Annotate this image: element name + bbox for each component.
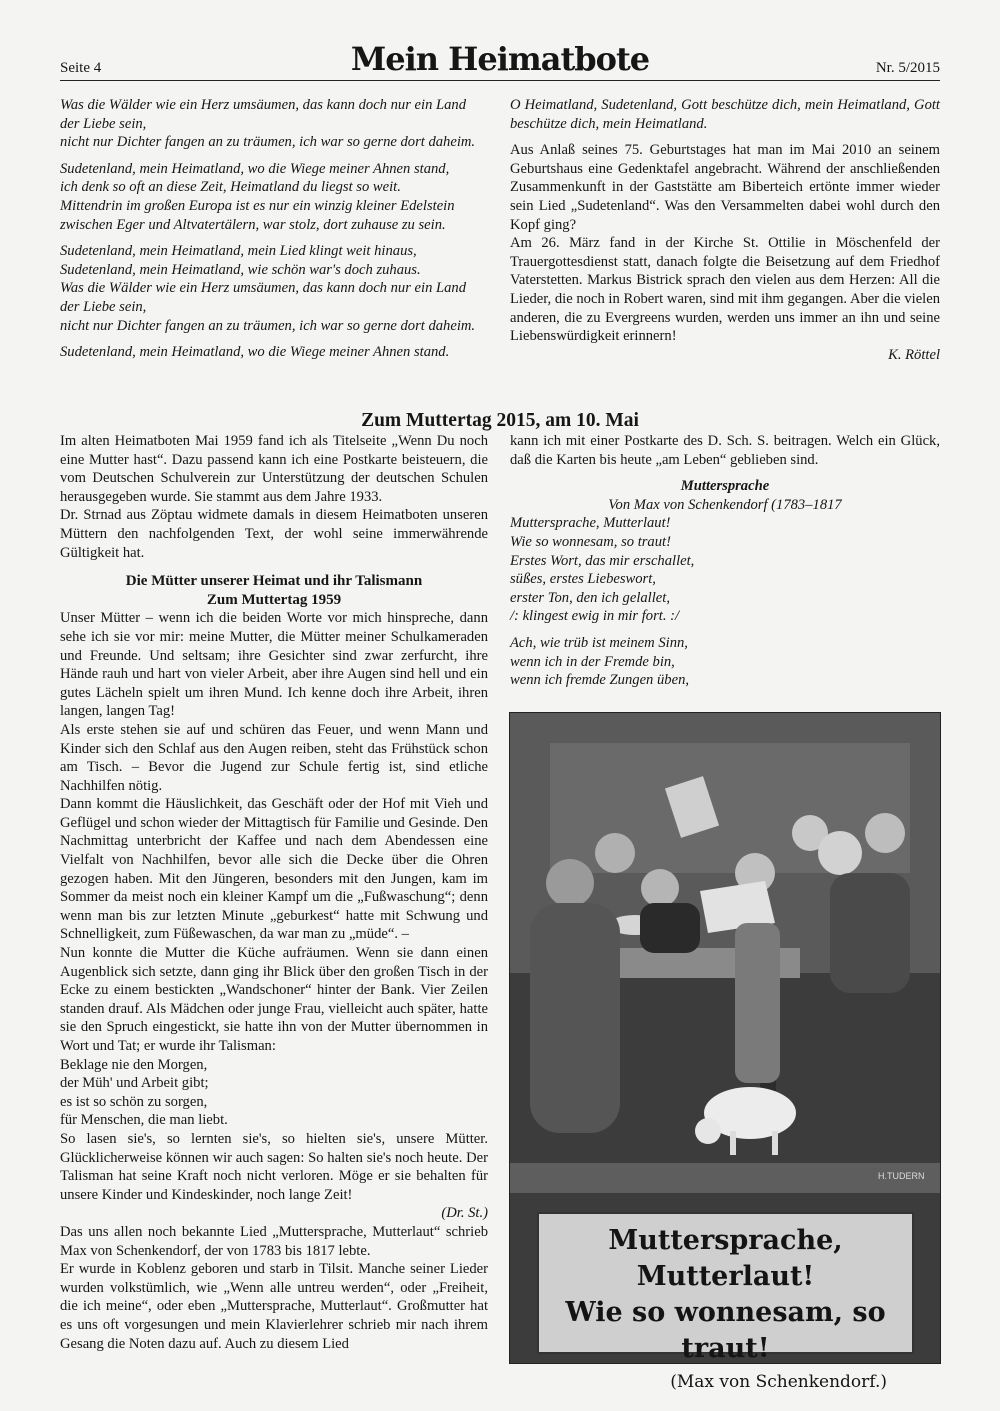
- body-paragraph-4: Nun konnte die Mutter die Küche aufräumen. Wenn sie dann einen Augenblick sich setzte, dann ging ihr Blick über den großen Tisch in der Ecke zu einem bestickten „Wandschoner“ hinter der Bank. Vier Zeilen standen drauf. Als Mädchen oder junge Frau, vielleicht auch später, hatte sie den Spruch eingestickt, sie hatte ihn von der Mutter übernommen in Wort und Tat; er wurde ihr Talisman:: [60, 945, 488, 1054]
- page-number: Seite 4: [60, 60, 102, 76]
- postcard-caption-line-2: Wie so wonnesam, so traut!: [565, 1297, 886, 1364]
- continuation-paragraph: kann ich mit einer Postkarte des D. Sch. S. beitragen. Welch ein Glück, daß die Karten bis heute „am Leben“ geblieben sind.: [510, 433, 940, 468]
- body-paragraph-5: So lasen sie's, so lernten sie's, so hielten sie's, unsere Mütter. Glücklicherweise können wir auch sagen: So halten sie's noch heute. Der Talisman hat seine Kraft noch nicht verloren. Möge er sie behalten für unsere Kinder und Kindeskinder, noch lange Zeit!: [60, 1130, 488, 1203]
- body-paragraph-6: Das uns allen noch bekannte Lied „Muttersprache, Mutterlaut“ schrieb Max von Schenkendorf, der von 1783 bis 1817 lebte.: [60, 1223, 488, 1259]
- verse-stanza-4: Sudetenland, mein Heimatland, wo die Wiege meiner Ahnen stand.: [60, 344, 450, 361]
- issue-number: Nr. 5/2015: [875, 60, 940, 76]
- verse-refrain: O Heimatland, Sudetenland, Gott beschütze dich, mein Heimatland, Gott beschütze dich, mein Heimatland.: [510, 97, 940, 132]
- postcard-illustration: [509, 712, 941, 1392]
- obituary-paragraph-1: Aus Anlaß seines 75. Geburtstages hat man im Mai 2010 an seinem Geburtshaus eine Gedenktafel angebracht. Während der anschließenden Zusammenkunft in der Gaststätte am Biberteich ertönte immer wieder sein Lied „Sudetenland“. Was den Versammelten dabei wohl durch den Kopf ging?: [510, 142, 940, 233]
- article-title: Zum Muttertag 2015, am 10. Mai: [361, 410, 639, 431]
- obituary-text: [510, 96, 940, 364]
- masthead-title: Mein Heimatbote: [350, 40, 650, 78]
- song-verse-left: [60, 96, 488, 370]
- article-left-column: [60, 432, 488, 1353]
- intro-paragraph-1: Im alten Heimatboten Mai 1959 fand ich als Titelseite „Wenn Du noch eine Mutter hast“. Dazu passend kann ich eine Postkarte beisteuern, die vom Deutschen Schulverein zur Unterstützung der deutschen Schulen herausgegeben wurde. Sie stammt aus dem Jahre 1933.: [60, 433, 488, 505]
- poem-author: Von Max von Schenkendorf (1783–1817: [608, 496, 842, 513]
- body-paragraph-2: Als erste stehen sie auf und schüren das Feuer, und wenn Mann und Kinder sich den Schlaf aus den Augen reiben, steht das Frühstück schon am Tisch. – Bevor die Jugend zur Schule fertig ist, sind etliche Nachhilfen nötig.: [60, 721, 488, 794]
- postcard-artist-signature: H.TUDERN: [878, 1171, 925, 1181]
- obituary-paragraph-2: Am 26. März fand in der Kirche St. Ottilie in Möschenfeld der Trauergottesdienst statt, danach folgte die Beisetzung auf dem Friedhof Vaterstetten. Markus Bistrick sprach den vielen aus dem Herzen: All die Lieder, die noch in Robert waren, sind mit ihm gegangen. Aber die vielen anderen, die zu Evergreens wurden, werden uns immer an ihn und seine Liebenswürdigkeit erinnern!: [510, 235, 940, 345]
- postcard-caption: [540, 1223, 911, 1397]
- attribution: (Dr. St.): [441, 1205, 488, 1222]
- postcard-caption-author: (Max von Schenkendorf.): [670, 1372, 887, 1392]
- section-heading: Die Mütter unserer Heimat und ihr Talismann: [125, 573, 423, 590]
- section-subheading: Zum Muttertag 1959: [206, 591, 342, 608]
- body-paragraph-7: Er wurde in Koblenz geboren und starb in Tilsit. Manche seiner Lieder wurden volkstümlich, wie „Wenn alle untreu werden“, oder „Freiheit, die ich meine“, oder eben „Muttersprache, Mutterlaut“. Großmutter hat es uns oft vorgesungen und mein Klavierlehrer schrieb mir nach ihrem Gesang die Noten dazu auf. Auch zu diesem Lied: [60, 1261, 488, 1352]
- talisman-motto: Beklage nie den Morgen, der Müh' und Arbeit gibt; es ist so schön zu sorgen, für Menschen, die man liebt.: [60, 1056, 228, 1129]
- article-right-column: [510, 432, 940, 690]
- verse-stanza-2: Sudetenland, mein Heimatland, wo die Wiege meiner Ahnen stand, ich denk so oft an diese Zeit, Heimatland du liegst so weit. Mittendrin im großen Europa ist es nur ein winzig kleiner Edelstein zwischen Eger und Altvatertälern, war stolz, dort zuhause zu sein.: [60, 160, 455, 233]
- intro-paragraph-2: Dr. Strnad aus Zöptau widmete damals in diesem Heimatboten unseren Müttern den nachfolgenden Text, der wohl seine immerwährende Gültigkeit hat.: [60, 507, 488, 561]
- verse-stanza-3: Sudetenland, mein Heimatland, mein Lied klingt weit hinaus, Sudetenland, mein Heimatland, wie schön war's doch zuhaus. Was die Wälder wie ein Herz umsäumen, das kann doch nur ein Land der Liebe sein, nicht nur Dichter fangen an zu träumen, ich war so gerne dort daheim.: [60, 243, 476, 334]
- verse-stanza-1: Was die Wälder wie ein Herz umsäumen, das kann doch nur ein Land der Liebe sein, nicht nur Dichter fangen an zu träumen, ich war so gerne dort daheim.: [60, 97, 476, 151]
- poem-stanza-2: Ach, wie trüb ist meinem Sinn, wenn ich in der Fremde bin, wenn ich fremde Zungen üben,: [510, 634, 690, 689]
- author-signature: K. Röttel: [888, 346, 940, 363]
- poem-title: Muttersprache: [680, 478, 770, 495]
- poem-stanza-1: Muttersprache, Mutterlaut! Wie so wonnesam, so traut! Erstes Wort, das mir erschallet, süßes, erstes Liebeswort, erster Ton, den ich gelallet, /: klingest ewig in mir fort. :/: [510, 515, 695, 625]
- body-paragraph-3: Dann kommt die Häuslichkeit, das Geschäft oder der Hof mit Vieh und Geflügel und schon wieder der Mittagtisch für Familie und Gesinde. Den Nachmittag unterbricht der Kaffee und nach dem Abendessen eine Vielfalt von Nachhilfen, bevor alle sich die Decke über die Ohren gezogen haben. Mit den Jüngeren, besonders mit den Jungen, kam im Sommer da meist noch ein kleiner Kampf um die „Fußwaschung“; denn wenn man bis zur letzten Minute „geburkest“ hatte mit Schwung und Schnelligkeit, zum Füßewaschen, da war man zu „müde“. –: [60, 796, 488, 943]
- postcard-caption-line-1: Muttersprache, Mutterlaut!: [608, 1225, 843, 1292]
- page-header: [60, 34, 940, 81]
- body-paragraph-1: Unser Mütter – wenn ich die beiden Worte vor mich hinspreche, dann sehe ich sie vor mir: meine Mutter, die Mütter meiner Schulkameraden und Freunde. Und seltsam; ihre Gesichter sind zwar zerfurcht, ihre Hände rauh und hart von vieler Arbeit, aber ihre Augen sind hell und ein gutes Lächeln spielt um ihren Mund. Ich kenne doch ihre Arbeit, ihren langen, langen Tag!: [60, 610, 488, 720]
